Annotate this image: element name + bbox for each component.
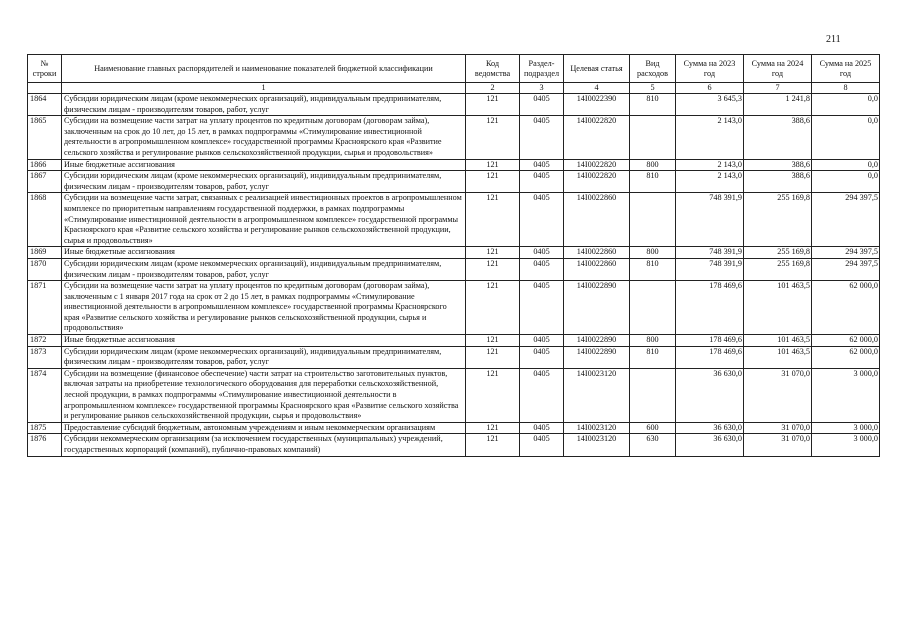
header-sum-2025: Сумма на 2025 год (812, 55, 880, 83)
row-section: 0405 (520, 159, 564, 171)
row-sum-2023: 2 143,0 (676, 171, 744, 193)
row-sum-2024: 388,6 (744, 159, 812, 171)
row-target-article: 14I0022390 (564, 94, 630, 116)
row-sum-2025: 294 397,5 (812, 247, 880, 259)
row-sum-2024: 101 463,5 (744, 335, 812, 347)
row-sum-2025: 294 397,5 (812, 193, 880, 247)
table-row (28, 422, 880, 434)
row-expense-type (630, 368, 676, 422)
row-number: 1864 (28, 94, 62, 116)
row-dept-code: 121 (466, 434, 520, 456)
row-name: Иные бюджетные ассигнования (62, 159, 466, 171)
row-dept-code: 121 (466, 422, 520, 434)
row-number: 1873 (28, 346, 62, 368)
row-dept-code: 121 (466, 159, 520, 171)
row-sum-2023: 178 469,6 (676, 335, 744, 347)
row-expense-type (630, 193, 676, 247)
row-name: Субсидии юридическим лицам (кроме некоммерческих организаций), индивидуальным предпринимателям, физическим лицам - производителям товаров, работ, услуг (62, 94, 466, 116)
index-cell: 3 (520, 83, 564, 94)
table-row (28, 247, 880, 259)
index-cell: 2 (466, 83, 520, 94)
row-target-article: 14I0022860 (564, 193, 630, 247)
budget-table (27, 54, 880, 457)
row-sum-2023: 36 630,0 (676, 422, 744, 434)
table-row (28, 335, 880, 347)
row-expense-type: 800 (630, 159, 676, 171)
row-dept-code: 121 (466, 247, 520, 259)
row-sum-2024: 388,6 (744, 171, 812, 193)
table-row (28, 159, 880, 171)
row-sum-2025: 294 397,5 (812, 258, 880, 280)
header-name: Наименование главных распорядителей и наименование показателей бюджетной классификации (62, 55, 466, 83)
row-expense-type (630, 281, 676, 335)
page-number: 211 (826, 34, 841, 45)
row-number: 1875 (28, 422, 62, 434)
row-sum-2024: 255 169,8 (744, 258, 812, 280)
row-target-article: 14I0023120 (564, 422, 630, 434)
row-sum-2025: 3 000,0 (812, 422, 880, 434)
row-expense-type: 800 (630, 335, 676, 347)
row-section: 0405 (520, 335, 564, 347)
header-row-number: № строки (28, 55, 62, 83)
header-target-article: Целевая статья (564, 55, 630, 83)
row-sum-2025: 0,0 (812, 94, 880, 116)
row-number: 1869 (28, 247, 62, 259)
row-target-article: 14I0022820 (564, 116, 630, 159)
index-cell: 7 (744, 83, 812, 94)
row-sum-2023: 36 630,0 (676, 434, 744, 456)
row-number: 1872 (28, 335, 62, 347)
header-section: Раздел-подраздел (520, 55, 564, 83)
row-dept-code: 121 (466, 171, 520, 193)
row-dept-code: 121 (466, 281, 520, 335)
row-sum-2023: 3 645,3 (676, 94, 744, 116)
row-name: Субсидии юридическим лицам (кроме некоммерческих организаций), индивидуальным предпринимателям, физическим лицам - производителям товаров, работ, услуг (62, 258, 466, 280)
row-section: 0405 (520, 368, 564, 422)
row-section: 0405 (520, 434, 564, 456)
row-name: Субсидии юридическим лицам (кроме некоммерческих организаций), индивидуальным предпринимателям, физическим лицам - производителям товаров, работ, услуг (62, 346, 466, 368)
row-number: 1868 (28, 193, 62, 247)
row-target-article: 14I0023120 (564, 368, 630, 422)
row-dept-code: 121 (466, 346, 520, 368)
row-number: 1870 (28, 258, 62, 280)
row-target-article: 14I0022890 (564, 281, 630, 335)
row-sum-2025: 0,0 (812, 159, 880, 171)
row-sum-2023: 748 391,9 (676, 247, 744, 259)
row-name: Субсидии на возмещение части затрат на уплату процентов по кредитным договорам (договорам займа), заключенным с 1 января 2017 года на срок от 2 до 15 лет, в рамках подпрограммы «Стимулирование инвестиционной деятельности в агропромышленном комплексе» государственной программы Красноярского края «Развитие сельского хозяйства и регулирование рынков сельскохозяйственной продукции, сырья и продовольствия» (62, 281, 466, 335)
index-cell: 4 (564, 83, 630, 94)
row-name: Иные бюджетные ассигнования (62, 247, 466, 259)
row-dept-code: 121 (466, 258, 520, 280)
index-cell (28, 83, 62, 94)
header-expense-type: Вид расходов (630, 55, 676, 83)
row-sum-2024: 31 070,0 (744, 434, 812, 456)
table-row (28, 171, 880, 193)
row-number: 1876 (28, 434, 62, 456)
row-sum-2024: 255 169,8 (744, 247, 812, 259)
row-sum-2024: 1 241,8 (744, 94, 812, 116)
table-row (28, 116, 880, 159)
row-target-article: 14I0022890 (564, 346, 630, 368)
row-sum-2024: 255 169,8 (744, 193, 812, 247)
column-index-row (28, 83, 880, 94)
row-name: Предоставление субсидий бюджетным, автономным учреждениям и иным некоммерческим организациям (62, 422, 466, 434)
row-name: Субсидии на возмещение (финансовое обеспечение) части затрат на строительство заготовительных пунктов, включая затраты на приобретение технологического оборудования для переработки сельскохозяйственной, лесной продукции, в рамках подпрограммы «Стимулирование инвестиционной деятельности в агропромышленном комплексе» государственной программы Красноярского края «Развитие сельского хозяйства и регулирование рынков сельскохозяйственной продукции, сырья и продовольствия» (62, 368, 466, 422)
row-sum-2025: 0,0 (812, 116, 880, 159)
row-dept-code: 121 (466, 94, 520, 116)
index-cell: 1 (62, 83, 466, 94)
row-dept-code: 121 (466, 368, 520, 422)
table-row (28, 368, 880, 422)
row-number: 1867 (28, 171, 62, 193)
row-sum-2023: 178 469,6 (676, 346, 744, 368)
row-section: 0405 (520, 171, 564, 193)
row-section: 0405 (520, 346, 564, 368)
row-dept-code: 121 (466, 335, 520, 347)
row-name: Субсидии на возмещение части затрат на уплату процентов по кредитным договорам (договорам займа), заключенным на срок до 10 лет, до 15 лет, в рамках подпрограммы «Стимулирование инвестиционной деятельности в агропромышленном комплексе» государственной программы Красноярского края «Развитие сельского хозяйства и регулирование рынков сельскохозяйственной продукции, сырья и продовольствия» (62, 116, 466, 159)
row-expense-type: 810 (630, 171, 676, 193)
row-section: 0405 (520, 116, 564, 159)
table-row (28, 193, 880, 247)
row-sum-2025: 62 000,0 (812, 346, 880, 368)
row-sum-2023: 2 143,0 (676, 116, 744, 159)
row-sum-2023: 178 469,6 (676, 281, 744, 335)
row-target-article: 14I0022820 (564, 171, 630, 193)
row-section: 0405 (520, 94, 564, 116)
row-number: 1866 (28, 159, 62, 171)
header-row (28, 55, 880, 83)
row-sum-2023: 748 391,9 (676, 258, 744, 280)
row-section: 0405 (520, 281, 564, 335)
table-row (28, 346, 880, 368)
index-cell: 5 (630, 83, 676, 94)
index-cell: 6 (676, 83, 744, 94)
row-sum-2024: 31 070,0 (744, 422, 812, 434)
row-expense-type: 810 (630, 94, 676, 116)
row-sum-2024: 101 463,5 (744, 346, 812, 368)
row-expense-type: 800 (630, 247, 676, 259)
row-name: Субсидии юридическим лицам (кроме некоммерческих организаций), индивидуальным предпринимателям, физическим лицам - производителям товаров, работ, услуг (62, 171, 466, 193)
index-cell: 8 (812, 83, 880, 94)
row-sum-2023: 748 391,9 (676, 193, 744, 247)
row-target-article: 14I0022820 (564, 159, 630, 171)
header-dept-code: Код ведомства (466, 55, 520, 83)
row-dept-code: 121 (466, 193, 520, 247)
row-number: 1874 (28, 368, 62, 422)
row-expense-type (630, 116, 676, 159)
row-expense-type: 810 (630, 258, 676, 280)
row-section: 0405 (520, 422, 564, 434)
row-name: Иные бюджетные ассигнования (62, 335, 466, 347)
row-sum-2025: 62 000,0 (812, 335, 880, 347)
table-row (28, 94, 880, 116)
row-sum-2024: 388,6 (744, 116, 812, 159)
row-dept-code: 121 (466, 116, 520, 159)
row-number: 1871 (28, 281, 62, 335)
row-target-article: 14I0023120 (564, 434, 630, 456)
header-sum-2024: Сумма на 2024 год (744, 55, 812, 83)
row-sum-2023: 2 143,0 (676, 159, 744, 171)
row-sum-2024: 31 070,0 (744, 368, 812, 422)
row-expense-type: 630 (630, 434, 676, 456)
table-body (28, 94, 880, 457)
row-sum-2025: 3 000,0 (812, 434, 880, 456)
table-row (28, 281, 880, 335)
row-sum-2025: 3 000,0 (812, 368, 880, 422)
row-expense-type: 810 (630, 346, 676, 368)
row-sum-2025: 0,0 (812, 171, 880, 193)
row-sum-2023: 36 630,0 (676, 368, 744, 422)
row-number: 1865 (28, 116, 62, 159)
row-section: 0405 (520, 193, 564, 247)
row-name: Субсидии на возмещение части затрат, связанных с реализацией инвестиционных проектов в агропромышленном комплексе по приоритетным направлениям государственной поддержки, в рамках подпрограммы «Стимулирование инвестиционной деятельности в агропромышленном комплексе» государственной программы Красноярского края «Развитие сельского хозяйства и регулирование рынков сельскохозяйственной продукции, сырья и продовольствия» (62, 193, 466, 247)
row-name: Субсидии некоммерческим организациям (за исключением государственных (муниципальных) учреждений, государственных корпораций (компаний), публично-правовых компаний) (62, 434, 466, 456)
row-section: 0405 (520, 247, 564, 259)
row-expense-type: 600 (630, 422, 676, 434)
row-target-article: 14I0022890 (564, 335, 630, 347)
row-sum-2025: 62 000,0 (812, 281, 880, 335)
header-sum-2023: Сумма на 2023 год (676, 55, 744, 83)
table-row (28, 258, 880, 280)
row-section: 0405 (520, 258, 564, 280)
row-sum-2024: 101 463,5 (744, 281, 812, 335)
table-row (28, 434, 880, 456)
row-target-article: 14I0022860 (564, 247, 630, 259)
row-target-article: 14I0022860 (564, 258, 630, 280)
